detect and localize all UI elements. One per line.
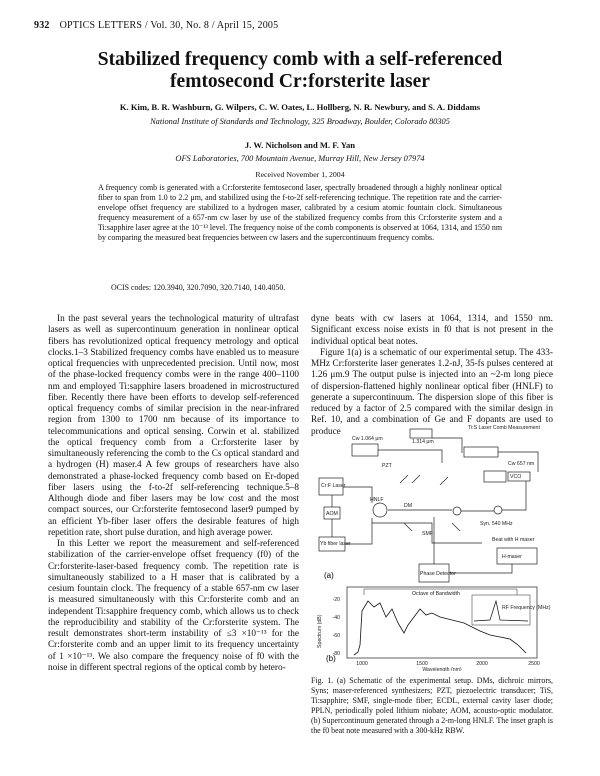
ocis-codes: OCIS codes: 120.3940, 320.7090, 320.7140, 140.4050.: [111, 283, 286, 292]
diagram-label: Cw 657 nm: [508, 461, 535, 467]
page-number: 932: [34, 20, 50, 31]
diagram-label: 1.314 μm: [412, 439, 434, 445]
cw-1064-box: [352, 444, 378, 456]
figure-caption: Fig. 1. (a) Schematic of the experimental setup. DMs, dichroic mirrors, Syns; maser-referenced synthesizers; PZT, piezoelectric transducer; TiS, Ti:sapphire; SMF, single-mode fiber; ECDL, external cavity laser diode; PPLN, periodically poled lithium niobate; AOM, acousto-optic modulator. (b) Supercontinuum generated through a 2-m-long HNLF. The inset graph is the f0 beat note measured with a 300-kHz RBW.: [311, 676, 553, 736]
inset-label: RF Frequency (MHz): [502, 605, 551, 611]
detector: [453, 507, 461, 515]
y-tick: -80: [332, 651, 340, 657]
y-tick: -40: [332, 615, 340, 621]
figure-1: [312, 423, 554, 671]
title-line-1: Stabilized frequency comb with a self-referenced: [97, 49, 503, 70]
mixer: [494, 506, 502, 514]
y-axis-label: Spectrum (dB): [317, 614, 323, 648]
diagram-label: Ti:S Laser Comb Measurement: [468, 425, 540, 431]
paragraph: dyne beats with cw lasers at 1064, 1314, and 1550 nm. Significant excess noise exists in f0 that is not present in the individual optical beat notes.: [311, 314, 553, 347]
paper-title: [0, 49, 600, 93]
author-list: K. Kim, B. R. Washburn, G. Wilpers, C. W. Oates, L. Hollberg, N. R. Newbury, and S. A. Diddams: [119, 102, 481, 112]
cw-1314-box: [410, 429, 432, 438]
diagram-label: HNLF: [370, 497, 384, 503]
title-line-2: femtosecond Cr:forsterite laser: [170, 71, 430, 92]
diagram-label: Beat with H maser: [492, 537, 535, 543]
author-list-2: J. W. Nicholson and M. F. Yan: [244, 140, 356, 150]
diagram-label: DM: [404, 503, 413, 509]
affiliation-ofs: OFS Laboratories, 700 Mountain Avenue, Murray Hill, New Jersey 07974: [175, 154, 425, 163]
affiliation-nist: National Institute of Standards and Technology, 325 Broadway, Boulder, Colorado 80305: [150, 117, 450, 126]
diagram-label: VCO: [510, 474, 522, 480]
panel-a-label: (a): [324, 571, 334, 580]
diagram-label: Cr:F Laser: [321, 483, 346, 489]
paragraph: In the past several years the technological maturity of ultrafast lasers as well as supercontinuum generation in nonlinear optical fibers has revolutionized optical frequency metrology and optical clocks.1–3 Stabilized frequency combs have enabled us to measure optical frequencies with unprecedented precision. Until now, most of the phase-locked frequency combs were in the range 400–1100 nm and employed Ti:sapphire lasers broadened in microstructured fiber. Recently there have been efforts to develop self-referenced optical frequency combs of similar precision in the near-infrared region from 1300 to 1700 nm because of its importance to telecommunications and optical sensing. Corwin et al. stabilized the optical frequency comb from a Cr:forsterite laser by simultaneously referencing the comb to the Cs optical standard and a hydrogen (H) maser.4 A few groups of researchers have also demonstrated a phase-locked frequency comb based on Er-doped fiber lasers using the f-to-2f self-referencing technique.5–8 Although diode and fiber lasers may be low cost and the most compact sources, our Cr:forsterite femtosecond laser9 pumped by an efficient Yb-fiber laser offers the desirable features of high repetition rate, short pulse duration, and high average power.: [48, 314, 299, 538]
x-tick: 2000: [476, 661, 488, 667]
abstract: A frequency comb is generated with a Cr:forsterite femtosecond laser, spectrally broadened through a highly nonlinear optical fiber to span from 1.0 to 2.2 μm, and stabilized using the f-to-2f self-referencing technique. The repetition rate and the carrier-envelope offset frequency are stabilized to a hydrogen maser, calibrated by a cesium atomic fountain clock. Simultaneous frequency measurement of a 657-nm cw laser by use of the stabilized frequency combs from this Cr:forsterite system and a Ti:sapphire laser agree at the 10⁻¹³ level. The frequency noise of the comb components is observed at 1064, 1314, and 1550 nm by comparing the measured beat frequencies between cw lasers and the supercontinuum frequency combs.: [98, 183, 502, 242]
x-tick: 2500: [528, 661, 540, 667]
diagram-label: Yb fiber laser: [320, 541, 351, 547]
plot-title: Octave of Bandwidth: [412, 591, 460, 597]
left-column: [48, 314, 299, 674]
paragraph: In this Letter we report the measurement and self-referenced stabilization of the carrier-envelope offset frequency (f0) of the Cr:forsterite-laser-based frequency comb. The repetition rate is simultaneously stabilized to a H maser that is calibrated by a cesium fountain clock. The frequency of a stable 657-nm cw laser is measured simultaneously with this Cr:forsterite comb and an independent Ti:sapphire frequency comb, which allows us to check the reproducibility and stability of the Cr:forsterite system. The result demonstrates short-term instability of ≤3 ×10⁻¹³ for the Cr:forsterite comb and an upper limit to its frequency uncertainty of 1 ×10⁻¹³. We also compare the frequency noise of f0 with the noise in different spectral regions of the optical comb by hetero-: [48, 539, 299, 673]
x-axis-label: Wavelength (nm): [422, 667, 462, 671]
received-date: Received November 1, 2004: [255, 170, 345, 179]
spectrum-plot: [317, 587, 551, 671]
schematic-labels: [320, 425, 540, 577]
paragraph: Figure 1(a) is a schematic of our experimental setup. The 433-MHz Cr:forsterite laser generates 1.2-nJ, 35-fs pulses centered at 1.26 μm.9 The output pulse is injected into an ~2-m long piece of dispersion-flattened highly nonlinear optical fiber (HNLF) to generate a supercontinuum. The dispersion slope of this fiber is reduced by a factor of 2.5 compared with the similar design in Ref. 10, and a combination of Ge and F dopants are used to produce: [311, 347, 553, 437]
beat-box: [464, 447, 498, 457]
diagram-label: Syn. 540 MHz: [480, 521, 513, 527]
panel-b-label: (b): [326, 654, 336, 663]
journal-info: OPTICS LETTERS / Vol. 30, No. 8 / April 15, 2005: [59, 20, 279, 31]
hnlf-coil: [373, 503, 387, 517]
diagram-label: SMF: [422, 531, 433, 537]
diagram-label: Phase Detector: [420, 571, 456, 577]
y-tick: -20: [332, 597, 340, 603]
x-tick: 1000: [356, 661, 368, 667]
diagram-label: H-maser: [502, 554, 522, 560]
diagram-label: AOM: [326, 511, 338, 517]
x-tick: 1500: [416, 661, 428, 667]
phase-box: [484, 471, 506, 482]
y-tick: -60: [332, 633, 340, 639]
diagram-label: Cw 1.064 μm: [352, 436, 383, 442]
running-header: [34, 20, 278, 31]
right-column: [311, 314, 553, 438]
diagram-label: PZT: [382, 463, 392, 469]
